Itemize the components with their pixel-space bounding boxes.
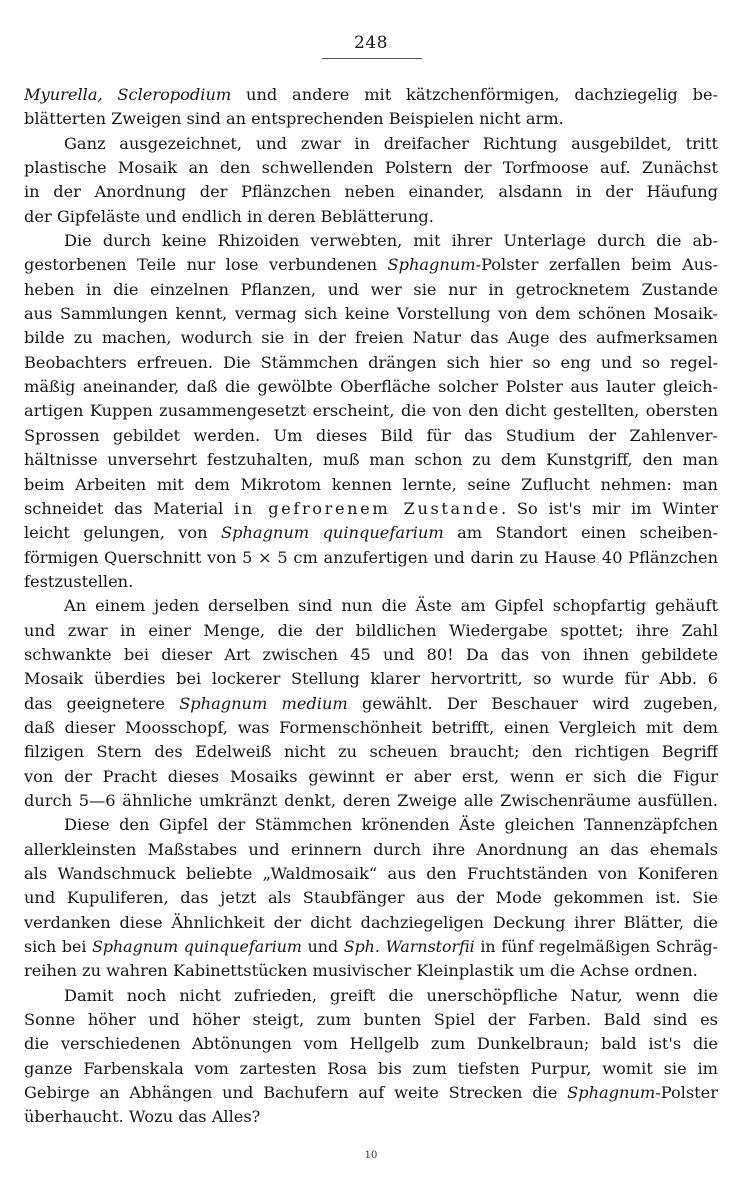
text-line — [24, 765, 718, 789]
signature-mark: 10 — [364, 1150, 378, 1161]
text-run: plastische Mosaik an den schwellenden Polstern der Torfmoose auf. Zunächst — [24, 158, 718, 178]
text-run: verdanken diese Ähnlichkeit der dicht dachziegeligen Deckung ihrer Blätter, die — [24, 912, 718, 932]
text-run: als Wandschmuck beliebte „Waldmosaik“ aus den Fruchtständen von Koniferen — [24, 864, 718, 883]
text-line — [24, 156, 718, 180]
text-line — [24, 716, 718, 740]
text-line — [24, 107, 718, 131]
text-run: blätterten Zweigen sind an entsprechenden Beispielen nicht arm. — [24, 109, 564, 129]
italic-run: Sphagnum quinquefarium — [221, 523, 444, 543]
text-line — [24, 229, 718, 253]
text-line — [24, 619, 718, 643]
text-line — [24, 862, 718, 886]
text-line — [24, 521, 718, 545]
text-run: -Polster zerfallen beim Aus- — [475, 255, 718, 275]
text-run: reihen zu wahren Kabinettstücken musivischer Kleinplastik um die Achse ordnen. — [24, 961, 698, 981]
text-run: Mosaik überdies bei lockerer Stellung klarer hervortritt, so wurde für Abb. 6 — [24, 669, 718, 689]
text-line — [24, 546, 718, 570]
text-line — [24, 132, 718, 156]
text-run: daß dieser Moosschopf, was Formenschönheit betrifft, einen Vergleich mit dem — [24, 717, 718, 737]
text-run: Ganz ausgezeichnet, und zwar in dreifacher Richtung ausgebildet, tritt — [64, 133, 718, 153]
text-run: Gebirge an Abhängen und Bachufern auf weite Strecken die — [24, 1083, 568, 1103]
italic-run: Sphagnum — [567, 1083, 656, 1103]
text-line — [24, 886, 718, 910]
body-text — [24, 83, 718, 1130]
text-run: bilde zu machen, wodurch sie in der freien Natur das Auge des aufmerksamen — [24, 328, 718, 348]
text-line — [24, 838, 718, 862]
text-run: gewählt. Der Beschauer wird zugeben, — [347, 693, 718, 713]
text-line — [24, 351, 718, 375]
text-run: schneidet das Material — [24, 498, 235, 518]
text-line — [24, 278, 718, 302]
text-run: in fünf regelmäßigen Schräg- — [474, 937, 718, 957]
italic-run: Myurella, Scleropodium — [24, 85, 232, 104]
text-line — [24, 375, 718, 399]
text-line — [24, 180, 718, 204]
text-run: und Kupuliferen, das jetzt als Staubfänger aus der Mode gekommen ist. Sie — [24, 888, 718, 908]
text-line — [24, 1032, 718, 1056]
text-line — [24, 911, 718, 935]
text-line — [24, 473, 718, 497]
text-line — [24, 813, 718, 837]
text-run: ganze Farbenskala vom zartesten Rosa bis zum tiefsten Purpur, womit sie im — [24, 1058, 718, 1078]
text-run: förmigen Querschnitt von 5 × 5 cm anzufertigen und darin zu Hause 40 Pflänzchen — [24, 547, 718, 567]
text-run: gestorbenen Teile nur lose verbundenen — [24, 255, 388, 275]
text-run: am Standort einen scheiben- — [443, 523, 718, 543]
text-line — [24, 570, 718, 594]
text-line — [24, 984, 718, 1008]
text-line — [24, 667, 718, 691]
header-rule — [322, 58, 422, 59]
text-run: Diese den Gipfel der Stämmchen krönenden Äste gleichen Tannenzäpfchen — [64, 815, 718, 835]
text-run: filzigen Stern des Edelweiß nicht zu scheuen braucht; den richtigen Begriff — [24, 742, 718, 762]
text-run: und andere mit kätzchenförmigen, dachziegelig be- — [231, 85, 718, 104]
text-run: sich bei — [24, 937, 93, 957]
text-line — [24, 253, 718, 277]
text-line — [24, 1105, 718, 1129]
text-run: die verschiedenen Abtönungen vom Hellgelb zum Dunkelbraun; bald ist's die — [24, 1034, 718, 1054]
text-run: überhaucht. Wozu das Alles? — [24, 1107, 261, 1127]
text-run: leicht gelungen, von — [24, 523, 222, 543]
text-run: Die durch keine Rhizoiden verwebten, mit ihrer Unterlage durch die ab- — [64, 231, 718, 251]
text-run: von der Pracht dieses Mosaiks gewinnt er aber erst, wenn er sich die Figur — [24, 766, 718, 786]
text-run: mäßig aneinander, daß die gewölbte Oberfläche solcher Polster aus lauter gleich- — [24, 377, 718, 397]
spaced-run: in gefrorenem Zustande — [234, 498, 501, 518]
text-run: Damit noch nicht zufrieden, greift die unerschöpfliche Natur, wenn die — [64, 985, 718, 1005]
text-line — [24, 83, 718, 107]
text-line — [24, 643, 718, 667]
italic-run: Sphagnum — [387, 255, 476, 275]
text-line — [24, 594, 718, 618]
text-run: Sonne höher und höher steigt, zum bunten Spiel der Farben. Bald sind es — [24, 1010, 718, 1030]
italic-run: Sph. Warnstorfii — [343, 937, 475, 957]
text-line — [24, 326, 718, 350]
text-run: artigen Kuppen zusammengesetzt erscheint, die von den dicht gestellten, obersten — [24, 401, 718, 421]
italic-run: Sphagnum medium — [179, 693, 348, 713]
text-run: . So ist's mir im Winter — [500, 498, 718, 518]
text-run: schwankte bei dieser Art zwischen 45 und 80! Da das von ihnen gebildete — [24, 644, 718, 664]
text-run: festzustellen. — [24, 571, 134, 591]
text-run: und zwar in einer Menge, die der bildlichen Wiedergabe spottet; ihre Zahl — [24, 620, 718, 640]
text-run: heben in die einzelnen Pflanzen, und wer sie nur in getrocknetem Zustande — [24, 279, 718, 299]
page-number: 248 — [354, 33, 388, 53]
text-run: -Polster — [655, 1083, 718, 1103]
text-run: und — [301, 937, 344, 957]
text-line — [24, 302, 718, 326]
text-line — [24, 959, 718, 983]
text-run: der Gipfeläste und endlich in deren Beblätterung. — [24, 206, 434, 226]
text-line — [24, 1057, 718, 1081]
text-line — [24, 448, 718, 472]
italic-run: Sphagnum quinquefarium — [92, 937, 302, 957]
text-line — [24, 205, 718, 229]
text-line — [24, 740, 718, 764]
text-line — [24, 692, 718, 716]
text-line — [24, 935, 718, 959]
text-line — [24, 399, 718, 423]
text-line — [24, 424, 718, 448]
text-run: durch 5—6 ähnliche umkränzt denkt, deren Zweige alle Zwischenräume ausfüllen. — [24, 790, 718, 810]
text-run: aus Sammlungen kennt, vermag sich keine Vorstellung von dem schönen Mosaik- — [24, 304, 718, 324]
text-run: beim Arbeiten mit dem Mikrotom kennen lernte, seine Zuflucht nehmen: man — [24, 474, 718, 494]
text-line — [24, 1008, 718, 1032]
text-run: An einem jeden derselben sind nun die Äste am Gipfel schopfartig gehäuft — [64, 596, 718, 616]
text-run: allerkleinsten Maßstabes und erinnern durch ihre Anordnung an das ehemals — [24, 839, 718, 859]
text-run: Sprossen gebildet werden. Um dieses Bild für das Studium der Zahlenver- — [24, 425, 718, 445]
text-run: hältnisse unversehrt festzuhalten, muß man schon zu dem Kunstgriff, den man — [24, 450, 718, 470]
text-line — [24, 789, 718, 813]
text-run: das geeignetere — [24, 693, 180, 713]
text-line — [24, 497, 718, 521]
text-run: in der Anordnung der Pflänzchen neben einander, alsdann in der Häufung — [24, 182, 718, 202]
text-run: Beobachters erfreuen. Die Stämmchen drängen sich hier so eng und so regel- — [24, 352, 718, 372]
text-line — [24, 1081, 718, 1105]
